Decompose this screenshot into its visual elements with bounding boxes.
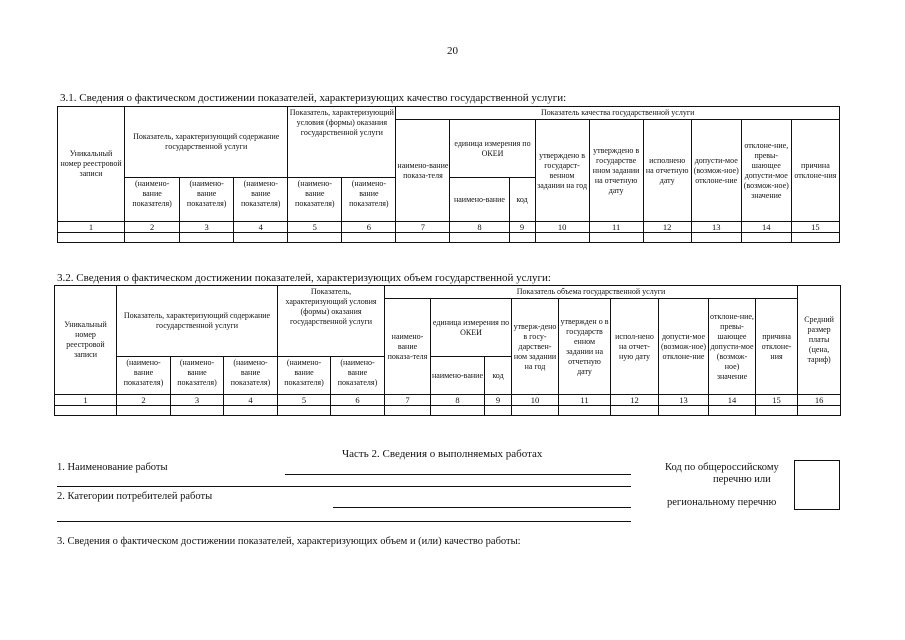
header-sub: (наимено-вание показателя) (331, 357, 385, 395)
column-number: 2 (125, 222, 180, 233)
header-unit: единица измерения по ОКЕИ (450, 120, 535, 178)
header-unit: единица измерения по ОКЕИ (431, 299, 512, 357)
column-number: 14 (709, 395, 756, 406)
header-sub: (наимено-вание показателя) (117, 357, 171, 395)
column-number: 13 (659, 395, 709, 406)
header-sub: (наимено-вание показателя) (171, 357, 224, 395)
header-content: Показатель, характеризующий содержание государственной услуги (125, 107, 288, 178)
consumers-label: 2. Категории потребителей работы (57, 491, 213, 502)
code-label-3: региональному перечню (667, 497, 777, 508)
header-approved-date: утвержден о в государств енном задании на отчетную дату (559, 299, 611, 395)
column-number: 1 (58, 222, 125, 233)
header-sub: (наимено-вание показателя) (288, 178, 342, 222)
header-sub: (наимено-вание показателя) (342, 178, 396, 222)
section-3-title: 3. Сведения о фактическом достижении показателей, характеризующих объем и (или) качество работы: (57, 536, 521, 547)
header-exceeding-deviation: отклоне-ние, превы-шающее допусти-мое (возмож-ное) значение (741, 120, 791, 222)
section-3-1-title: 3.1. Сведения о фактическом достижении показателей, характеризующих качество государственной услуги: (60, 92, 567, 104)
column-number: 1 (55, 395, 117, 406)
header-allowed-deviation: допусти-мое (возмож-ное) отклоне-ние (659, 299, 709, 395)
header-unit-code: код (485, 357, 512, 395)
header-reason: причина отклоне-ния (791, 120, 839, 222)
quality-table (57, 106, 840, 243)
column-number: 11 (589, 222, 643, 233)
work-name-line (285, 474, 631, 475)
code-label: Код по общероссийскому (665, 462, 779, 473)
header-allowed-deviation: допусти-мое (возмож-ное) отклоне-ние (691, 120, 741, 222)
code-label-2: перечню или (713, 474, 771, 485)
header-content: Показатель, характеризующий содержание государственной услуги (117, 286, 278, 357)
column-number: 6 (342, 222, 396, 233)
column-number: 16 (798, 395, 841, 406)
header-sub: (наимено-вание показателя) (180, 178, 234, 222)
column-number: 11 (559, 395, 611, 406)
column-number: 7 (396, 222, 450, 233)
header-quality-group: Показатель качества государственной услуги (396, 107, 840, 120)
column-number: 15 (756, 395, 798, 406)
header-unit-name: наимено-вание (431, 357, 485, 395)
column-number: 5 (278, 395, 331, 406)
header-reason: причина отклоне-ния (756, 299, 798, 395)
column-number: 14 (741, 222, 791, 233)
column-number: 10 (535, 222, 589, 233)
column-number: 3 (171, 395, 224, 406)
column-number: 8 (450, 222, 509, 233)
header-exceeding-deviation: отклоне-ние, превы-шающее допусти-мое (возмож-ное) значение (709, 299, 756, 395)
header-sub: (наимено-вание показателя) (125, 178, 180, 222)
header-executed: исполнено на отчетную дату (643, 120, 691, 222)
column-number: 13 (691, 222, 741, 233)
consumers-line (333, 507, 631, 508)
column-number: 15 (791, 222, 839, 233)
consumers-line-2 (57, 521, 631, 522)
column-number: 5 (288, 222, 342, 233)
header-average-price: Средний размер платы (цена, тариф) (798, 286, 841, 395)
header-approved-date: утверждено в государстве нном задании на отчетную дату (589, 120, 643, 222)
header-approved-year: утверж-дено в госу-дарствен-ном задании на год (512, 299, 559, 395)
table-row (55, 406, 841, 416)
volume-table (54, 285, 841, 416)
header-approved-year: утверждено в государст-венном задании на год (535, 120, 589, 222)
header-conditions: Показатель, характеризующий условия (формы) оказания государственной услуги (278, 286, 385, 357)
section-3-2-title: 3.2. Сведения о фактическом достижении показателей, характеризующих объем государственной услуги: (57, 272, 551, 284)
column-number: 9 (485, 395, 512, 406)
header-unit-name: наимено-вание (450, 178, 509, 222)
column-number: 4 (224, 395, 278, 406)
header-executed: испол-нено на отчет-ную дату (611, 299, 659, 395)
work-name-label: 1. Наименование работы (57, 462, 168, 473)
column-number: 6 (331, 395, 385, 406)
header-unique: Уникальный номер реестровой записи (58, 107, 125, 222)
column-number: 9 (509, 222, 535, 233)
column-number: 2 (117, 395, 171, 406)
work-name-line-2 (57, 486, 631, 487)
code-input-box[interactable] (794, 460, 840, 510)
table-row (58, 233, 840, 243)
column-number: 3 (180, 222, 234, 233)
header-sub: (наимено-вание показателя) (234, 178, 288, 222)
header-indicator-name: наимено-вание показа-теля (396, 120, 450, 222)
header-sub: (наимено-вание показателя) (224, 357, 278, 395)
header-indicator-name: наимено-вание показа-теля (385, 299, 431, 395)
header-sub: (наимено-вание показателя) (278, 357, 331, 395)
header-volume-group: Показатель объема государственной услуги (385, 286, 798, 299)
column-number: 8 (431, 395, 485, 406)
column-number: 4 (234, 222, 288, 233)
column-number: 10 (512, 395, 559, 406)
column-number: 12 (643, 222, 691, 233)
header-unit-code: код (509, 178, 535, 222)
header-conditions: Показатель, характеризующий условия (формы) оказания государственной услуги (288, 107, 396, 178)
part-2-title: Часть 2. Сведения о выполняемых работах (342, 448, 543, 460)
column-number: 7 (385, 395, 431, 406)
page-number: 20 (447, 45, 458, 57)
column-number: 12 (611, 395, 659, 406)
header-unique: Уникальный номер реестровой записи (55, 286, 117, 395)
